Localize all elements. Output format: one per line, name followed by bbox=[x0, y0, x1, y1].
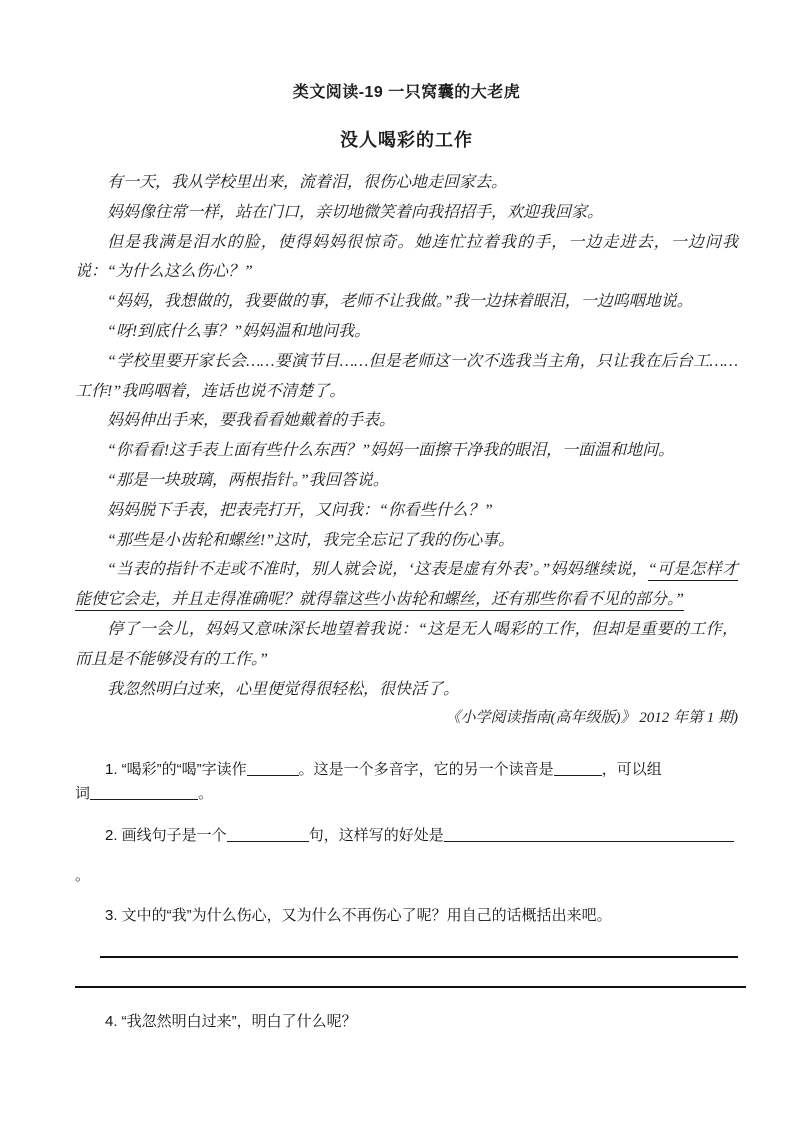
article-paragraph: 我忽然明白过来，心里便觉得很轻松，很快活了。 bbox=[107, 680, 460, 698]
article-paragraph: 但是我满是泪水的脸，使得妈妈很惊奇。她连忙拉着我的手，一边走进去，一边问我说：“为什么这么伤心？” bbox=[75, 233, 738, 281]
question-text: 。这是一个多音字，它的另一个读音是 bbox=[298, 761, 554, 779]
article-paragraph: 有一天，我从学校里出来，流着泪，很伤心地走回家去。 bbox=[107, 174, 508, 191]
question-text: ，可以组 bbox=[601, 761, 662, 779]
question-3: 3. 文中的“我”为什么伤心，又为什么不再伤心了呢？用自己的话概括出来吧。 bbox=[105, 907, 612, 925]
underlined-sentence: “可是怎样才能使它会走，并且走得准确呢？就得靠这些小齿轮和螺丝，还有那些你看不见的部分。” bbox=[75, 561, 738, 609]
questions-section bbox=[75, 758, 738, 1034]
article-paragraph: “那些是小齿轮和螺丝!”这时，我完全忘记了我的伤心事。 bbox=[107, 531, 515, 549]
source-attribution: 《小学阅读指南(高年级版)》 2012 年第 1 期) bbox=[445, 710, 738, 727]
article-paragraph: 妈妈像往常一样，站在门口，亲切地微笑着向我招招手，欢迎我回家。 bbox=[107, 203, 604, 221]
answer-blank bbox=[554, 760, 602, 776]
question-text: 1. “喝彩”的“喝”字读作 bbox=[105, 761, 247, 779]
question-text: 词 bbox=[75, 785, 91, 803]
question-4: 4. “我忽然明白过来”，明白了什么呢？ bbox=[105, 1013, 357, 1031]
article-paragraph: “你看看!这手表上面有些什么东西？”妈妈一面擦干净我的眼泪，一面温和地问。 bbox=[107, 442, 675, 460]
answer-line bbox=[100, 956, 738, 958]
question-text: 2. 画线句子是一个 bbox=[105, 827, 227, 845]
question-text: 。 bbox=[75, 867, 91, 885]
question-2 bbox=[75, 816, 738, 896]
answer-blank bbox=[227, 826, 309, 842]
answer-blank bbox=[247, 760, 299, 776]
document-title: 类文阅读-19 一只窝囊的大老虎 bbox=[292, 84, 521, 101]
article-paragraph bbox=[75, 555, 738, 615]
question-1-continued bbox=[75, 782, 738, 806]
question-text: 。 bbox=[198, 785, 214, 803]
article-paragraph: “呀!到底什么事？”妈妈温和地问我。 bbox=[107, 322, 371, 340]
question-text: 句，这样写的好处是 bbox=[308, 827, 444, 845]
article-paragraph: “妈妈，我想做的，我要做的事，老师不让我做。”我一边抹着眼泪，一边呜咽地说。 bbox=[107, 293, 693, 311]
answer-line bbox=[75, 986, 746, 988]
question-1 bbox=[75, 758, 738, 782]
article-body bbox=[75, 168, 738, 734]
article-title: 没人喝彩的工作 bbox=[340, 130, 473, 150]
article-paragraph: 妈妈脱下手表，把表壳打开，又问我：“你看些什么？” bbox=[107, 501, 493, 519]
article-paragraph: “那是一块玻璃，两根指针。”我回答说。 bbox=[107, 471, 389, 489]
article-paragraph: “学校里要开家长会……要演节目……但是老师这一次不选我当主角，只让我在后台工……工作!”我呜咽着，连话也说不清楚了。 bbox=[75, 352, 738, 400]
article-paragraph: 停了一会儿，妈妈又意味深长地望着我说：“这是无人喝彩的工作，但却是重要的工作，而且是不能够没有的工作。” bbox=[75, 620, 738, 668]
answer-blank bbox=[90, 784, 198, 800]
article-paragraph: 妈妈伸出手来，要我看看她戴着的手表。 bbox=[107, 412, 396, 430]
paragraph-text: “当表的指针不走或不准时，别人就会说，‘这表是虚有外表’。”妈妈继续说， bbox=[107, 561, 648, 579]
answer-blank bbox=[444, 826, 734, 842]
